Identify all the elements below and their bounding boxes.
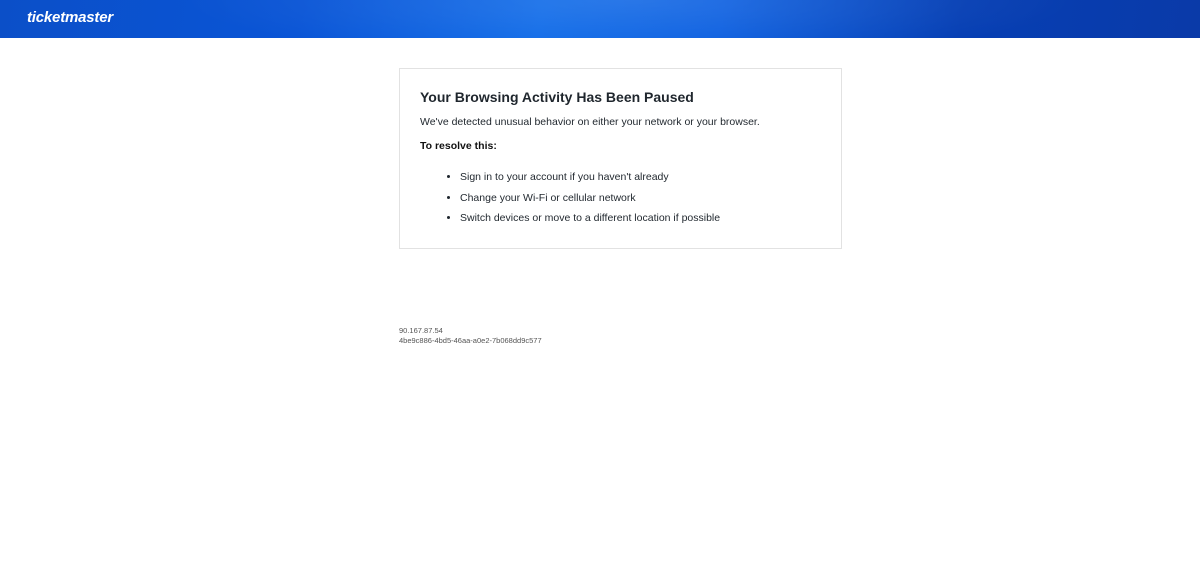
notice-description: We've detected unusual behavior on either your network or your browser. [420, 116, 760, 128]
resolve-heading: To resolve this: [420, 140, 497, 152]
request-id: 4be9c886-4bd5-46aa-a0e2-7b068dd9c577 [399, 336, 542, 345]
ip-address: 90.167.87.54 [399, 326, 443, 335]
page-title: Your Browsing Activity Has Been Paused [420, 89, 694, 105]
list-item: • Change your Wi-Fi or cellular network [460, 190, 720, 211]
list-item: • Switch devices or move to a different location if possible [460, 210, 720, 231]
header-sheen [180, 0, 1080, 38]
request-metadata [399, 326, 542, 346]
list-item: • Sign in to your account if you haven't already [460, 169, 720, 190]
site-header [0, 0, 1200, 38]
paused-notice-card [399, 68, 842, 249]
resolve-steps-list [440, 169, 720, 231]
ticketmaster-logo[interactable]: ticketmaster [27, 9, 113, 26]
